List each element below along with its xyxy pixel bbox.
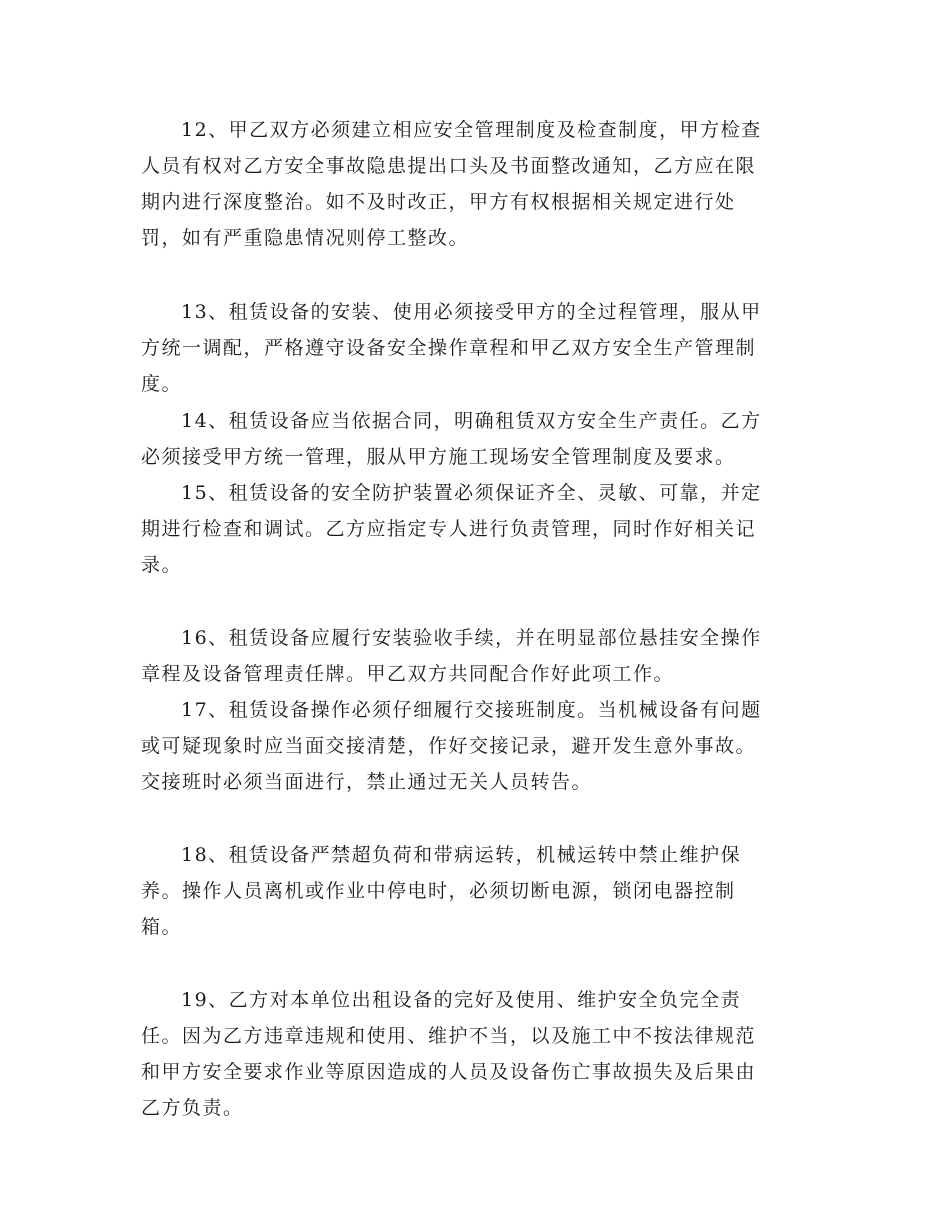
clause-17-line-2: 或可疑现象时应当面交接清楚，作好交接记录，避开发生意外事故。 <box>141 735 757 757</box>
clause-18-line-1: 18、租赁设备严禁超负荷和带病运转，机械运转中禁止维护保 <box>181 844 742 866</box>
clause-12 <box>141 112 811 256</box>
clause-19-line-1: 19、乙方对本单位出租设备的完好及使用、维护安全负完全责 <box>181 989 742 1011</box>
clause-16 <box>141 620 811 692</box>
clause-15-line-3: 录。 <box>141 554 183 576</box>
clause-18 <box>141 837 811 945</box>
clause-18-line-2: 养。操作人员离机或作业中停电时，必须切断电源，锁闭电器控制 <box>141 880 736 902</box>
clause-14-line-1: 14、租赁设备应当依据合同，明确租赁双方安全生产责任。乙方 <box>181 410 762 432</box>
clause-12-line-3: 期内进行深度整治。如不及时改正，甲方有权根据相关规定进行处 <box>141 191 736 213</box>
clause-19 <box>141 982 811 1126</box>
clause-13-line-1: 13、租赁设备的安装、使用必须接受甲方的全过程管理，服从甲 <box>181 301 762 323</box>
clause-13-line-3: 度。 <box>141 373 183 395</box>
clause-14-line-2: 必须接受甲方统一管理，服从甲方施工现场安全管理制度及要求。 <box>141 446 736 468</box>
clause-16-line-1: 16、租赁设备应履行安装验收手续，并在明显部位悬挂安全操作 <box>181 627 762 649</box>
clause-14 <box>141 403 811 475</box>
clause-18-line-3: 箱。 <box>141 916 183 938</box>
clause-15 <box>141 475 811 583</box>
clause-17-line-3: 交接班时必须当面进行，禁止通过无关人员转告。 <box>141 771 593 793</box>
clause-15-line-2: 期进行检查和调试。乙方应指定专人进行负责管理，同时作好相关记 <box>141 518 757 540</box>
clause-13-line-2: 方统一调配，严格遵守设备安全操作章程和甲乙双方安全生产管理制 <box>141 337 757 359</box>
clause-12-line-2: 人员有权对乙方安全事故隐患提出口头及书面整改通知，乙方应在限 <box>141 155 757 177</box>
clause-17-line-1: 17、租赁设备操作必须仔细履行交接班制度。当机械设备有问题 <box>181 699 762 721</box>
clause-12-line-1: 12、甲乙双方必须建立相应安全管理制度及检查制度，甲方检查 <box>181 119 762 141</box>
clause-19-line-3: 和甲方安全要求作业等原因造成的人员及设备伤亡事故损失及后果由 <box>141 1061 757 1083</box>
clause-19-line-4: 乙方负责。 <box>141 1097 244 1119</box>
clause-19-line-2: 任。因为乙方违章违规和使用、维护不当，以及施工中不按法律规范 <box>141 1025 757 1047</box>
clause-15-line-1: 15、租赁设备的安全防护装置必须保证齐全、灵敏、可靠，并定 <box>181 482 762 504</box>
clause-16-line-2: 章程及设备管理责任牌。甲乙双方共同配合作好此项工作。 <box>141 663 675 685</box>
clause-12-line-4: 罚，如有严重隐患情况则停工整改。 <box>141 227 470 249</box>
clause-17 <box>141 692 811 800</box>
clause-13 <box>141 294 811 402</box>
